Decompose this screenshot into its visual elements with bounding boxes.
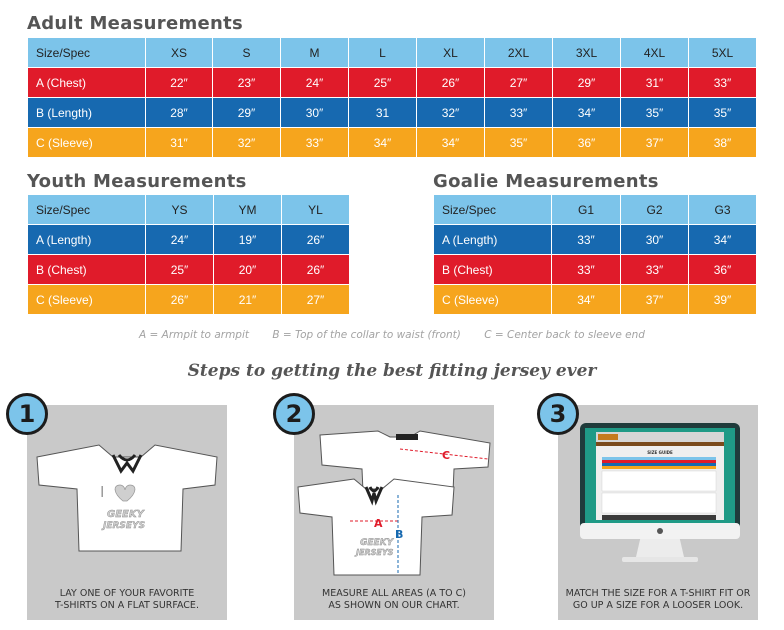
table-row bbox=[434, 285, 757, 315]
step-3-panel bbox=[558, 405, 758, 620]
mark-b: B bbox=[395, 528, 404, 541]
header-cell: Size/Spec bbox=[28, 38, 146, 68]
table-cell: 25″ bbox=[349, 68, 417, 98]
table-row bbox=[28, 98, 757, 128]
table-cell: 36″ bbox=[689, 255, 757, 285]
goalie-measurements-title: Goalie Measurements bbox=[433, 171, 659, 192]
jersey-text-jerseys: JERSEYS bbox=[356, 548, 394, 557]
table-cell: 23″ bbox=[213, 68, 281, 98]
caption-line: AS SHOWN ON OUR CHART. bbox=[328, 600, 460, 611]
row-label: C (Sleeve) bbox=[28, 285, 146, 315]
adult-measurements-title: Adult Measurements bbox=[27, 13, 244, 34]
caption-line: LAY ONE OF YOUR FAVORITE bbox=[59, 588, 195, 599]
step-2-caption bbox=[298, 588, 490, 612]
table-cell: 33″ bbox=[485, 98, 553, 128]
table-cell: 33″ bbox=[281, 128, 349, 158]
jersey-text-geeky: GEEKY bbox=[360, 538, 394, 548]
table-cell: 35″ bbox=[621, 98, 689, 128]
row-label: B (Chest) bbox=[434, 255, 552, 285]
table-cell: 33″ bbox=[552, 255, 621, 285]
header-cell: 5XL bbox=[689, 38, 757, 68]
jersey-text-jerseys: JERSEYS bbox=[103, 521, 146, 531]
step-2-panel bbox=[294, 405, 494, 620]
adult-size-table bbox=[27, 37, 757, 158]
step-3-badge: 3 bbox=[537, 393, 579, 435]
step-2-badge: 2 bbox=[273, 393, 315, 435]
table-cell: 24″ bbox=[281, 68, 349, 98]
header-cell: YL bbox=[282, 195, 350, 225]
table-cell: 24″ bbox=[146, 225, 214, 255]
table-cell: 31 bbox=[349, 98, 417, 128]
table-cell: 37″ bbox=[621, 285, 689, 315]
table-header-row bbox=[434, 195, 757, 225]
header-cell: 4XL bbox=[621, 38, 689, 68]
table-cell: 26″ bbox=[417, 68, 485, 98]
table-cell: 32″ bbox=[213, 128, 281, 158]
table-cell: 35″ bbox=[689, 98, 757, 128]
table-cell: 31″ bbox=[146, 128, 213, 158]
table-cell: 33″ bbox=[621, 255, 689, 285]
table-cell: 34″ bbox=[417, 128, 485, 158]
header-cell: G3 bbox=[689, 195, 757, 225]
table-header-row bbox=[28, 195, 350, 225]
row-label: B (Chest) bbox=[28, 255, 146, 285]
table-row bbox=[28, 68, 757, 98]
header-cell: Size/Spec bbox=[434, 195, 552, 225]
table-cell: 19″ bbox=[214, 225, 282, 255]
header-cell: G1 bbox=[552, 195, 621, 225]
screen-title: SIZE GUIDE bbox=[647, 450, 673, 455]
table-cell: 22″ bbox=[146, 68, 213, 98]
row-label: C (Sleeve) bbox=[434, 285, 552, 315]
step-1-caption bbox=[31, 588, 223, 612]
legend-b: B = Top of the collar to waist (front) bbox=[272, 329, 461, 341]
svg-text:I: I bbox=[100, 483, 105, 501]
header-cell: XS bbox=[146, 38, 213, 68]
table-cell: 30″ bbox=[621, 225, 689, 255]
table-cell: 20″ bbox=[214, 255, 282, 285]
table-cell: 32″ bbox=[417, 98, 485, 128]
step-1-badge: 1 bbox=[6, 393, 48, 435]
table-row bbox=[434, 255, 757, 285]
table-cell: 27″ bbox=[282, 285, 350, 315]
table-cell: 29″ bbox=[553, 68, 621, 98]
row-label: A (Length) bbox=[28, 225, 146, 255]
header-cell: L bbox=[349, 38, 417, 68]
goalie-size-table bbox=[433, 194, 757, 315]
table-cell: 29″ bbox=[213, 98, 281, 128]
table-cell: 33″ bbox=[552, 225, 621, 255]
table-cell: 34″ bbox=[552, 285, 621, 315]
mark-c: C bbox=[442, 449, 451, 462]
legend-a: A = Armpit to armpit bbox=[139, 329, 249, 341]
table-row bbox=[28, 255, 350, 285]
header-cell: M bbox=[281, 38, 349, 68]
table-cell: 30″ bbox=[281, 98, 349, 128]
caption-line: MATCH THE SIZE FOR A T-SHIRT FIT OR bbox=[565, 588, 751, 599]
header-cell: Size/Spec bbox=[28, 195, 146, 225]
table-cell: 36″ bbox=[553, 128, 621, 158]
table-cell: 35″ bbox=[485, 128, 553, 158]
row-label: A (Chest) bbox=[28, 68, 146, 98]
table-row bbox=[28, 285, 350, 315]
youth-size-table bbox=[27, 194, 350, 315]
header-cell: YS bbox=[146, 195, 214, 225]
table-cell: 28″ bbox=[146, 98, 213, 128]
row-label: A (Length) bbox=[434, 225, 552, 255]
youth-measurements-title: Youth Measurements bbox=[27, 171, 247, 192]
caption-line: T-SHIRTS ON A FLAT SURFACE. bbox=[55, 600, 199, 611]
table-row bbox=[434, 225, 757, 255]
header-cell: G2 bbox=[621, 195, 689, 225]
table-cell: 37″ bbox=[621, 128, 689, 158]
header-cell: 2XL bbox=[485, 38, 553, 68]
jersey-text-geeky: GEEKY bbox=[107, 509, 144, 520]
step-1-panel bbox=[27, 405, 227, 620]
legend-c: C = Center back to sleeve end bbox=[484, 329, 645, 341]
table-cell: 33″ bbox=[689, 68, 757, 98]
row-label: C (Sleeve) bbox=[28, 128, 146, 158]
header-cell: YM bbox=[214, 195, 282, 225]
steps-title: Steps to getting the best fitting jersey ever bbox=[187, 361, 597, 381]
table-cell: 38″ bbox=[689, 128, 757, 158]
table-cell: 26″ bbox=[282, 255, 350, 285]
caption-line: MEASURE ALL AREAS (A TO C) bbox=[322, 588, 466, 599]
table-row bbox=[28, 225, 350, 255]
header-cell: 3XL bbox=[553, 38, 621, 68]
table-cell: 26″ bbox=[146, 285, 214, 315]
table-cell: 21″ bbox=[214, 285, 282, 315]
row-label: B (Length) bbox=[28, 98, 146, 128]
table-cell: 31″ bbox=[621, 68, 689, 98]
table-cell: 34″ bbox=[349, 128, 417, 158]
table-cell: 39″ bbox=[689, 285, 757, 315]
header-cell: S bbox=[213, 38, 281, 68]
table-cell: 26″ bbox=[282, 225, 350, 255]
step-3-caption bbox=[562, 588, 754, 612]
caption-line: GO UP A SIZE FOR A LOOSER LOOK. bbox=[572, 600, 744, 611]
table-cell: 34″ bbox=[689, 225, 757, 255]
header-cell: XL bbox=[417, 38, 485, 68]
table-cell: 25″ bbox=[146, 255, 214, 285]
table-row bbox=[28, 128, 757, 158]
mark-a: A bbox=[374, 517, 383, 530]
table-cell: 34″ bbox=[553, 98, 621, 128]
table-header-row bbox=[28, 38, 757, 68]
table-cell: 27″ bbox=[485, 68, 553, 98]
measurement-legend bbox=[0, 329, 784, 341]
